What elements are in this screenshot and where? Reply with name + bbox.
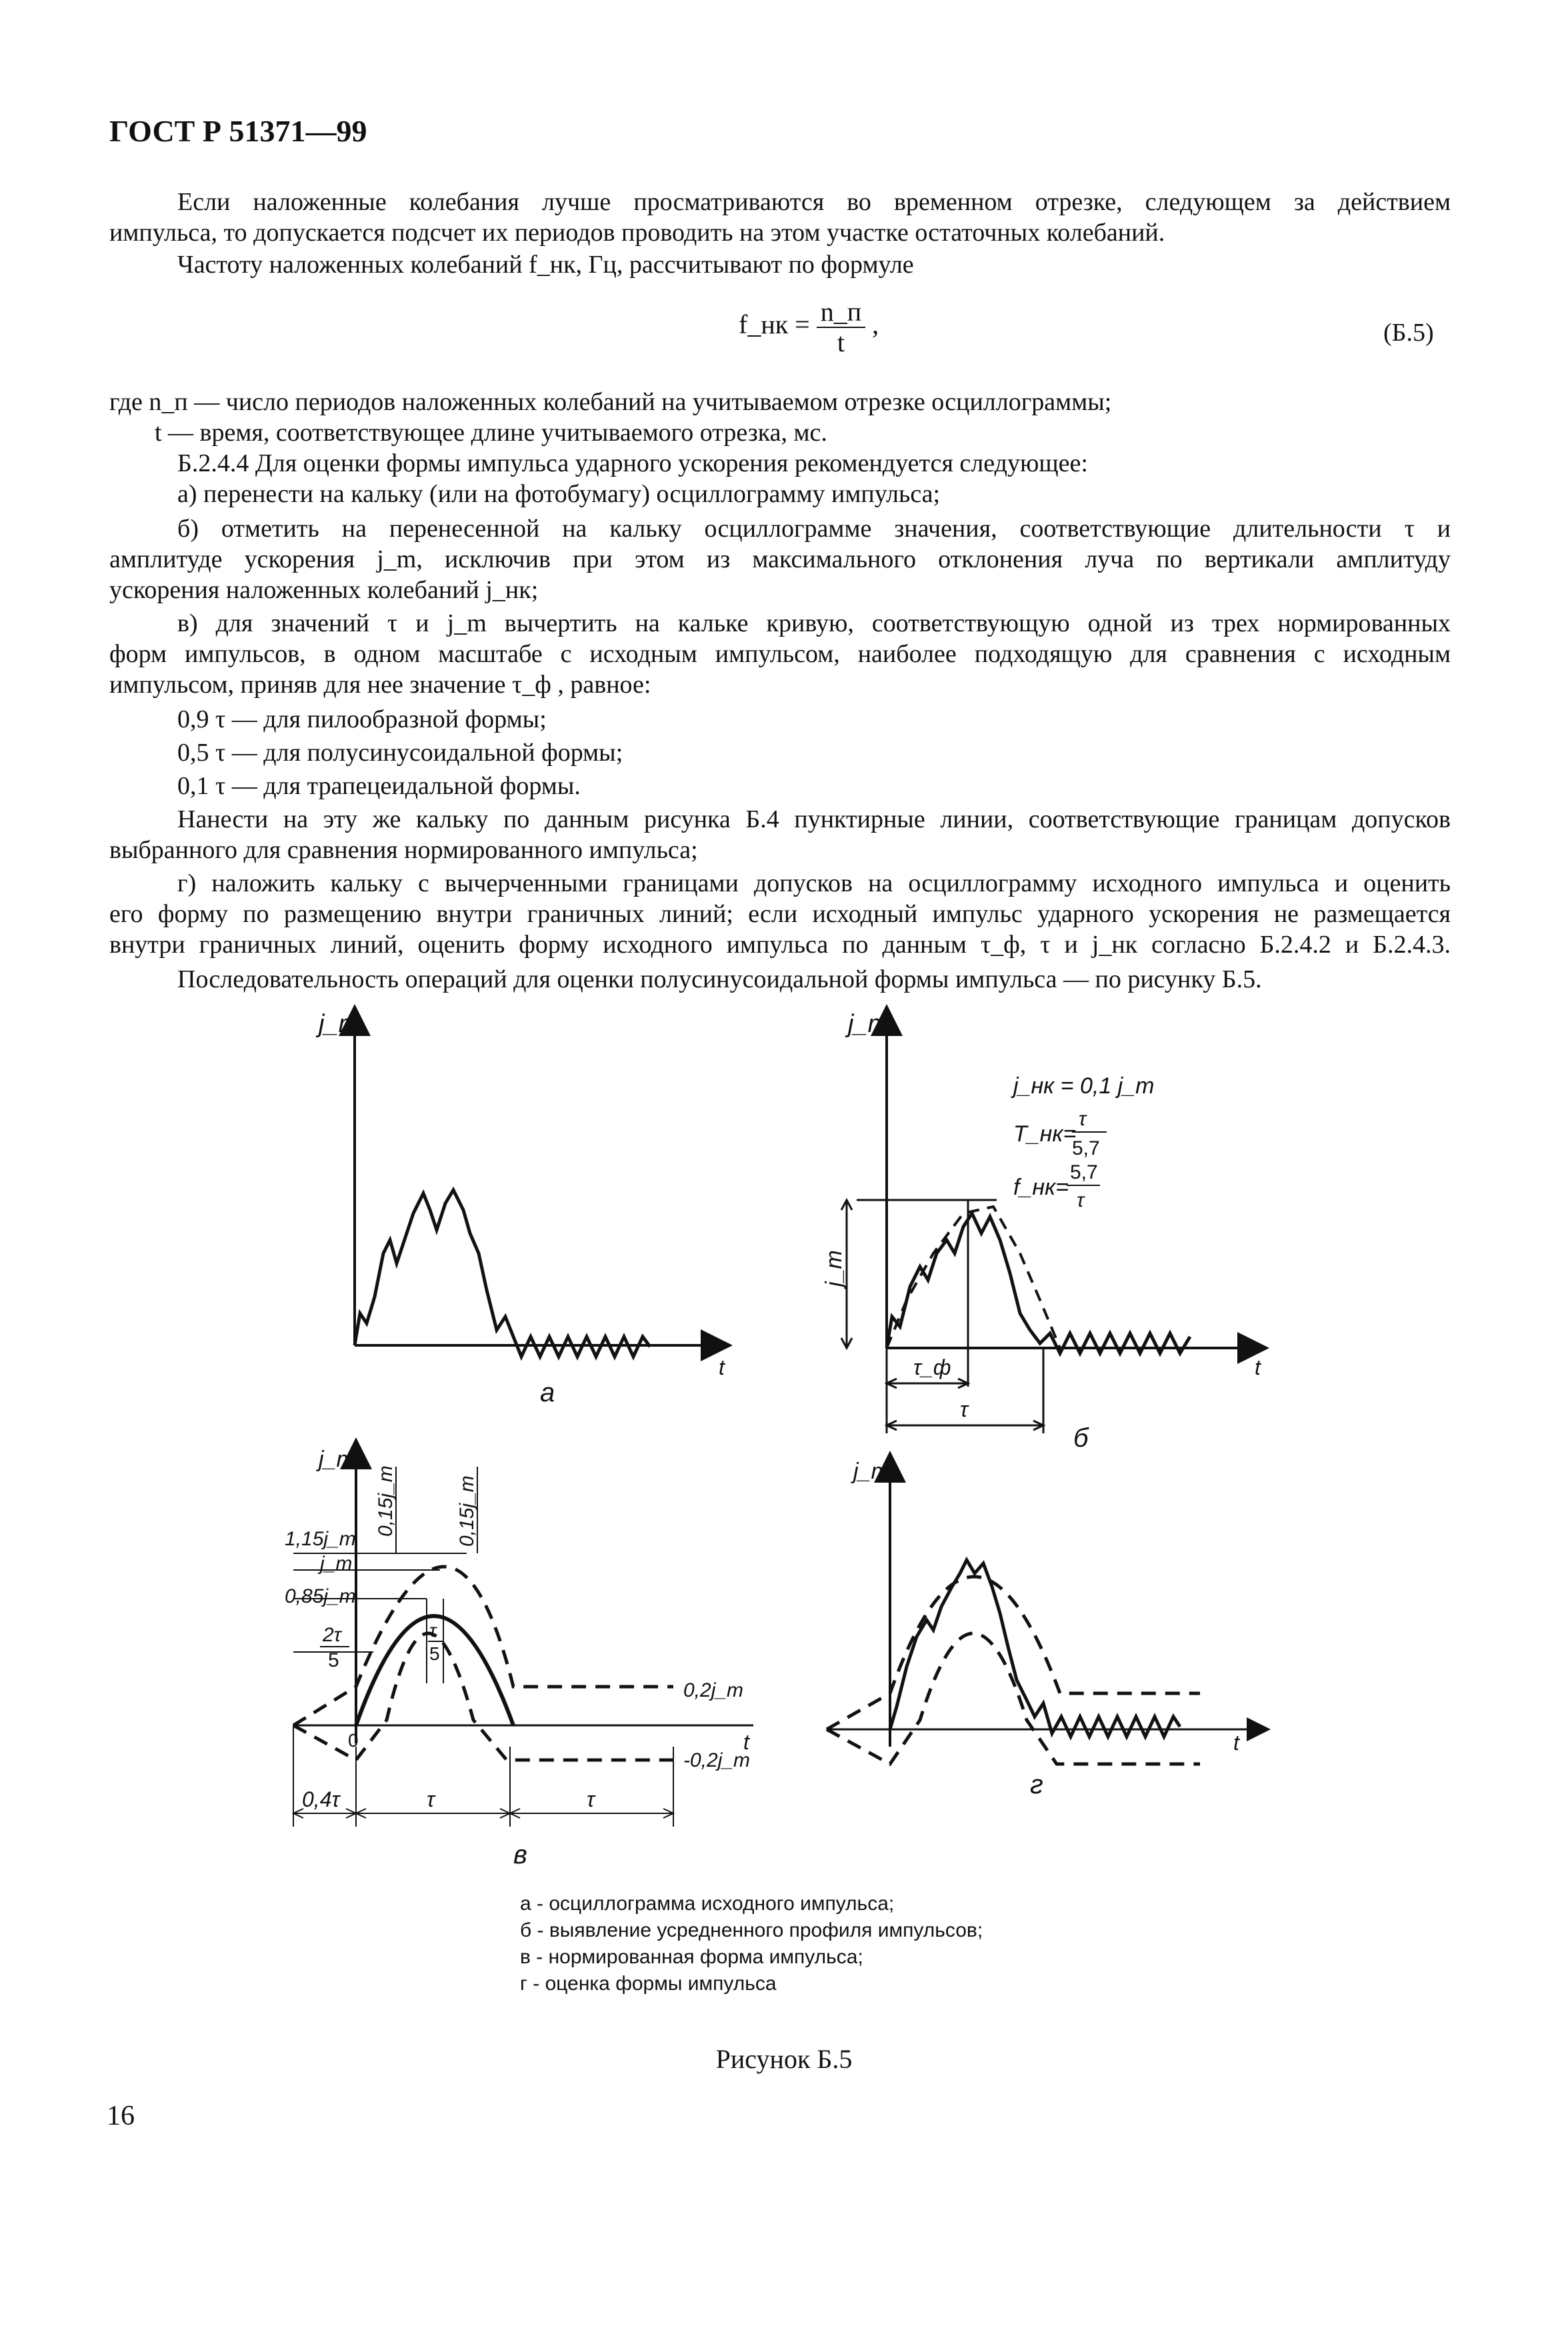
formula-lhs: f_нк = xyxy=(739,309,810,340)
annotation-fnk: f_нк= xyxy=(1013,1175,1069,1200)
list-item-g: его форму по размещению внутри граничных линий; если исходный импульс ударного ускорения не размещается xyxy=(109,900,1451,928)
label-jm: j_m xyxy=(320,1553,353,1575)
axis-x-label: t xyxy=(1255,1355,1261,1379)
axis-x-label: t xyxy=(719,1355,725,1379)
axis-x-label: t xyxy=(1233,1731,1239,1755)
annotation-jnk: j_нк = 0,1 j_m xyxy=(1013,1073,1155,1099)
section-title: Б.2.4.4 Для оценки формы импульса ударного ускорения рекомендуется следующее: xyxy=(177,449,1088,477)
list-item-v: форм импульсов, в одном масштабе с исходным импульсом, наиболее подходящую для сравнения с исходным xyxy=(109,640,1451,668)
list-item: 0,9 τ — для пилообразной формы; xyxy=(177,705,547,733)
label-neg02jm: -0,2j_m xyxy=(683,1749,751,1771)
page-number: 16 xyxy=(107,2101,135,2131)
panel-b xyxy=(821,1010,1261,1453)
annotation-fnk-num: 5,7 xyxy=(1070,1161,1098,1183)
caption-line: б - выявление усредненного профиля импульсов; xyxy=(520,1919,983,1941)
axis-y-label: j_m xyxy=(319,1010,360,1038)
formula-numerator: n_п xyxy=(817,297,865,328)
label-2tau-num: 2τ xyxy=(323,1624,341,1646)
formula-number: (Б.5) xyxy=(1383,319,1434,347)
list-item-g: г) наложить кальку с вычерченными границами допусков на осциллограмму исходного импульса и оценить xyxy=(177,869,1451,897)
label-tau5-num: τ xyxy=(429,1620,437,1641)
figure-title: Рисунок Б.5 xyxy=(715,2044,853,2074)
label-tau5-den: 5 xyxy=(429,1643,440,1664)
panel-label: г xyxy=(1030,1770,1043,1799)
panel-g xyxy=(827,1459,1259,1799)
panel-v xyxy=(285,1447,753,1869)
annotation-tnk: T_нк= xyxy=(1013,1121,1077,1147)
tau-label: τ xyxy=(960,1397,968,1421)
label-tau: τ xyxy=(427,1787,435,1811)
document-header: ГОСТ Р 51371—99 xyxy=(109,114,367,148)
formula-tail: , xyxy=(872,309,879,340)
where-line: t — время, соответствующее длине учитываемого отрезка, мс. xyxy=(155,419,827,447)
label-085jm: 0,85j_m xyxy=(285,1585,356,1607)
caption-line: г - оценка формы импульса xyxy=(520,1973,777,1995)
annotation-tnk-den: 5,7 xyxy=(1072,1137,1100,1159)
label-tau: τ xyxy=(587,1787,595,1811)
label-zero: 0 xyxy=(348,1730,359,1751)
figure-caption xyxy=(520,1893,983,1995)
axis-x-label: t xyxy=(743,1730,749,1754)
list-item: 0,1 τ — для трапецеидальной формы. xyxy=(177,772,581,800)
jm-vertical-label: j_m xyxy=(821,1250,847,1287)
paragraph-line: выбранного для сравнения нормированного импульса; xyxy=(109,836,698,864)
caption-line: а - осциллограмма исходного импульса; xyxy=(520,1893,895,1915)
label-015jm-left: 0,15j_m xyxy=(375,1465,397,1537)
axis-y-label: j_m xyxy=(853,1459,890,1484)
label-pos02jm: 0,2j_m xyxy=(683,1679,744,1701)
panel-label: б xyxy=(1073,1423,1089,1453)
axis-y-label: j_m xyxy=(319,1447,355,1472)
list-item-v: в) для значений τ и j_m вычертить на кальке кривую, соответствующую одной из трех нормированных xyxy=(177,609,1451,637)
list-item: 0,5 τ — для полусинусоидальной формы; xyxy=(177,739,623,767)
paragraph-line: импульса, то допускается подсчет их периодов проводить на этом участке остаточных колебаний. xyxy=(109,219,1165,247)
list-item-b: б) отметить на перенесенной на кальку осциллограмме значения, соответствующие длительности τ и xyxy=(177,515,1451,543)
label-015jm-right: 0,15j_m xyxy=(456,1475,478,1547)
label-2tau-den: 5 xyxy=(328,1649,339,1671)
paragraph-line: Нанести на эту же кальку по данным рисунка Б.4 пунктирные линии, соответствующие границам допусков xyxy=(177,805,1451,833)
caption-line: в - нормированная форма импульса; xyxy=(520,1946,863,1968)
annotation-fnk-den: τ xyxy=(1077,1189,1085,1211)
label-04tau: 0,4τ xyxy=(302,1787,340,1811)
list-item-g: внутри граничных линий, оценить форму исходного импульса по данным τ_ф, τ и j_нк согласно Б.2.4.2 и Б.2.4.3. xyxy=(109,931,1451,959)
paragraph-line: Частоту наложенных колебаний f_нк, Гц, рассчитывают по формуле xyxy=(177,251,914,279)
tau-f-label: τ_ф xyxy=(913,1355,951,1379)
paragraph-line: Последовательность операций для оценки полусинусоидальной формы импульса — по рисунку Б.5. xyxy=(177,965,1262,993)
list-item-v: импульсом, приняв для нее значение τ_ф , равное: xyxy=(109,671,651,699)
annotation-tnk-num: τ xyxy=(1079,1108,1087,1130)
axis-y-label: j_m xyxy=(848,1010,889,1038)
panel-a xyxy=(315,1010,725,1407)
list-item-b: ускорения наложенных колебаний j_нк; xyxy=(109,576,539,604)
panel-label: в xyxy=(513,1840,527,1869)
where-line: где n_п — число периодов наложенных колебаний на учитываемом отрезке осциллограммы; xyxy=(109,388,1112,416)
paragraph-line: Если наложенные колебания лучше просматриваются во временном отрезке, следующем за действием xyxy=(177,188,1451,216)
list-item-b: амплитуде ускорения j_m, исключив при этом из максимального отклонения луча по вертикали амплитуду xyxy=(109,545,1451,573)
formula-denominator: t xyxy=(837,327,845,357)
panel-label: а xyxy=(540,1378,555,1407)
list-item-a: а) перенести на кальку (или на фотобумагу) осциллограмму импульса; xyxy=(177,480,941,508)
label-115jm: 1,15j_m xyxy=(285,1528,356,1550)
